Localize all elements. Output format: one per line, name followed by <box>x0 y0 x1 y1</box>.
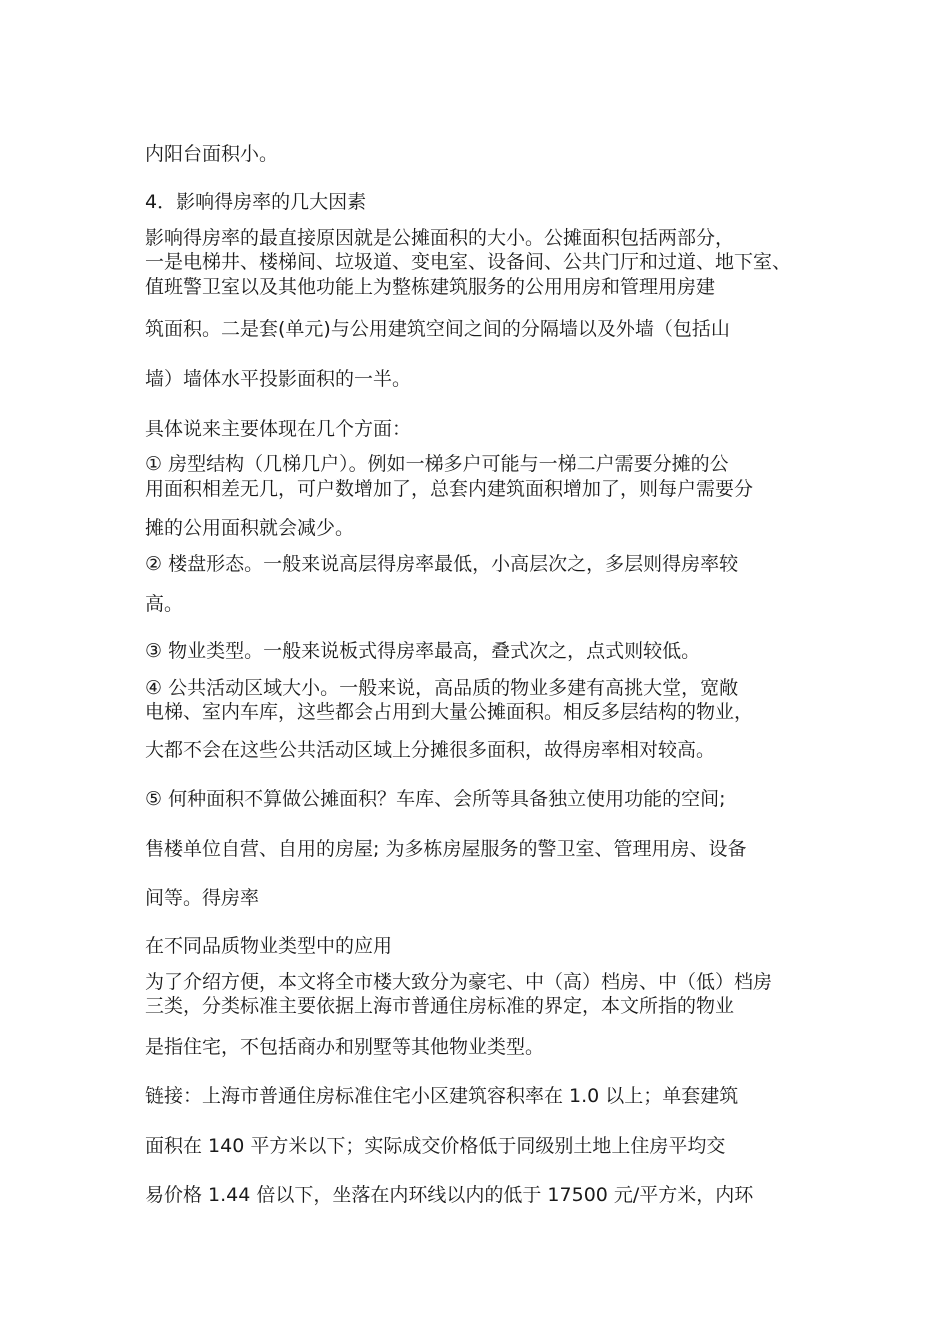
link-note-line-3: 易价格 1.44 倍以下，坐落在内环线以内的低于 17500 元/平方米，内环 <box>145 1184 754 1206</box>
text-line-1: 内阳台面积小。 <box>145 143 279 165</box>
list-item-2-line-2: 高。 <box>145 593 184 615</box>
text-line-24: 是指住宅，不包括商办和别墅等其他物业类型。 <box>145 1036 545 1058</box>
section-heading-4: 4．影响得房率的几大因素 <box>145 191 367 213</box>
text-line-22: 为了介绍方便，本文将全市楼大致分为豪宅、中（高）档房、中（低）档房 <box>145 971 773 993</box>
list-item-5-line-2: 售楼单位自营、自用的房屋; 为多栋房屋服务的警卫室、管理用房、设备 <box>145 838 747 860</box>
list-item-2-line-1: ② 楼盘形态。一般来说高层得房率最低，小高层次之，多层则得房率较 <box>145 553 739 575</box>
list-item-3: ③ 物业类型。一般来说板式得房率最高，叠式次之，点式则较低。 <box>145 640 701 662</box>
text-line-3: 影响得房率的最直接原因就是公摊面积的大小。公摊面积包括两部分， <box>145 227 735 249</box>
list-item-4-line-3: 大都不会在这些公共活动区域上分摊很多面积，故得房率相对较高。 <box>145 739 716 761</box>
text-line-8: 具体说来主要体现在几个方面： <box>145 418 412 440</box>
text-line-6: 筑面积。二是套(单元)与公用建筑空间之间的分隔墙以及外墙（包括山 <box>145 318 730 340</box>
list-item-1-line-3: 摊的公用面积就会减少。 <box>145 517 355 539</box>
link-note-line-1: 链接：上海市普通住房标准住宅小区建筑容积率在 1.0 以上；单套建筑 <box>145 1085 739 1107</box>
list-item-4-line-2: 电梯、室内车库，这些都会占用到大量公摊面积。相反多层结构的物业， <box>145 701 754 723</box>
section-heading-application: 在不同品质物业类型中的应用 <box>145 935 393 957</box>
text-line-5: 值班警卫室以及其他功能上为整栋建筑服务的公用用房和管理用房建 <box>145 276 716 298</box>
text-line-23: 三类，分类标准主要依据上海市普通住房标准的界定，本文所指的物业 <box>145 995 735 1017</box>
list-item-5-line-1: ⑤ 何种面积不算做公摊面积？车库、会所等具备独立使用功能的空间; <box>145 788 726 810</box>
list-item-5-line-3: 间等。得房率 <box>145 887 260 909</box>
text-line-4: 一是电梯井、楼梯间、垃圾道、变电室、设备间、公共门厅和过道、地下室、 <box>145 251 792 273</box>
link-note-line-2: 面积在 140 平方米以下；实际成交价格低于同级别土地上住房平均交 <box>145 1135 726 1157</box>
list-item-1-line-2: 用面积相差无几，可户数增加了，总套内建筑面积增加了，则每户需要分 <box>145 478 754 500</box>
list-item-4-line-1: ④ 公共活动区域大小。一般来说，高品质的物业多建有高挑大堂，宽敞 <box>145 677 739 699</box>
list-item-1-line-1: ① 房型结构（几梯几户）。例如一梯多户可能与一梯二户需要分摊的公 <box>145 453 729 475</box>
text-line-7: 墙）墙体水平投影面积的一半。 <box>145 368 412 390</box>
